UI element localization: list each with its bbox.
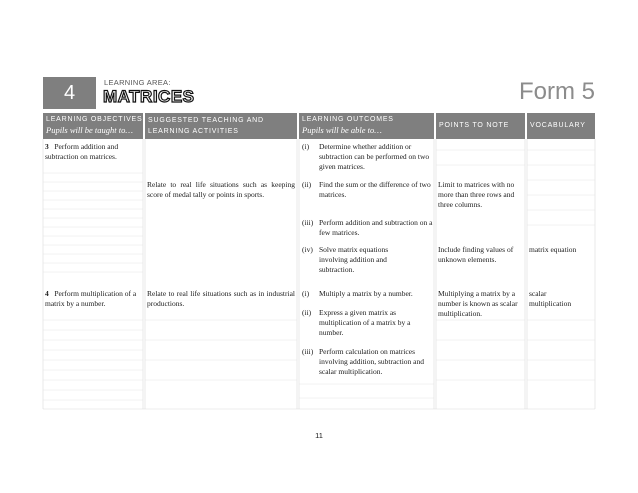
objective-4: [45, 289, 140, 309]
outcome-text: Find the sum or the difference of two matrices.: [319, 180, 431, 199]
point-4-a: Multiplying a matrix by a number is known as scalar multiplication.: [438, 289, 518, 318]
outcome-3-i: [302, 142, 432, 172]
vocab-3: matrix equation: [529, 245, 577, 254]
outcome-index: (ii): [302, 308, 312, 317]
page-number: 11: [315, 431, 323, 440]
point-3-a: Limit to matrices with no more than three rows and three columns.: [438, 180, 515, 209]
header-outcomes-subtitle: Pupils will be able to…: [302, 125, 382, 135]
outcome-text: Multiply a matrix by a number.: [319, 289, 413, 298]
outcome-text: Express a given matrix as multiplication of a matrix by a number.: [319, 308, 411, 337]
header-objectives-title: LEARNING OBJECTIVES: [46, 116, 143, 123]
outcome-3-iii: [302, 218, 432, 238]
objective-4-text: Perform multiplication of a matrix by a number.: [45, 289, 137, 308]
objective-3-text: Perform addition and subtraction on matrices.: [45, 142, 119, 161]
header-teaching-title-2: LEARNING ACTIVITIES: [148, 128, 239, 135]
outcome-4-i: [302, 289, 432, 301]
header-objectives-subtitle: Pupils will be taught to…: [46, 125, 133, 135]
objective-3: [45, 142, 140, 162]
header-vocab-title: VOCABULARY: [530, 122, 586, 129]
objective-4-number: 4: [45, 289, 49, 298]
outcome-index: (iv): [302, 245, 313, 254]
outcome-3-ii: [302, 180, 432, 200]
teaching-4: Relate to real life situations such as in industrial productions.: [147, 289, 295, 308]
form-label: Form 5: [518, 78, 595, 105]
learning-area-title: MATRICES: [103, 87, 195, 106]
outcome-text: Solve matrix equations involving addition and subtraction.: [319, 245, 389, 274]
outcome-index: (iii): [302, 218, 314, 227]
outcome-text: Perform addition and subtraction on a few matrices.: [319, 218, 433, 237]
objective-3-number: 3: [45, 142, 49, 151]
header-teaching-title-1: SUGGESTED TEACHING AND: [148, 117, 264, 124]
vocab-4: scalar multiplication: [529, 289, 572, 308]
outcome-text: Determine whether addition or subtraction can be performed on two given matrices.: [319, 142, 430, 171]
header-points-title: POINTS TO NOTE: [439, 122, 510, 129]
header-outcomes-title: LEARNING OUTCOMES: [302, 116, 394, 123]
outcome-4-iii: [302, 347, 432, 377]
outcome-index: (i): [302, 289, 310, 298]
unit-number: 4: [43, 77, 96, 109]
learning-area-label: LEARNING AREA:: [104, 78, 171, 87]
outcome-index: (ii): [302, 180, 312, 189]
outcome-3-iv: [302, 245, 432, 275]
outcome-index: (i): [302, 142, 310, 151]
point-3-b: Include finding values of unknown elements.: [438, 245, 514, 264]
outcome-index: (iii): [302, 347, 314, 356]
outcome-4-ii: [302, 308, 432, 338]
teaching-3: Relate to real life situations such as keeping score of medal tally or points in sports.: [147, 180, 295, 199]
outcome-text: Perform calculation on matrices involving addition, subtraction and scalar multiplication.: [319, 347, 424, 376]
